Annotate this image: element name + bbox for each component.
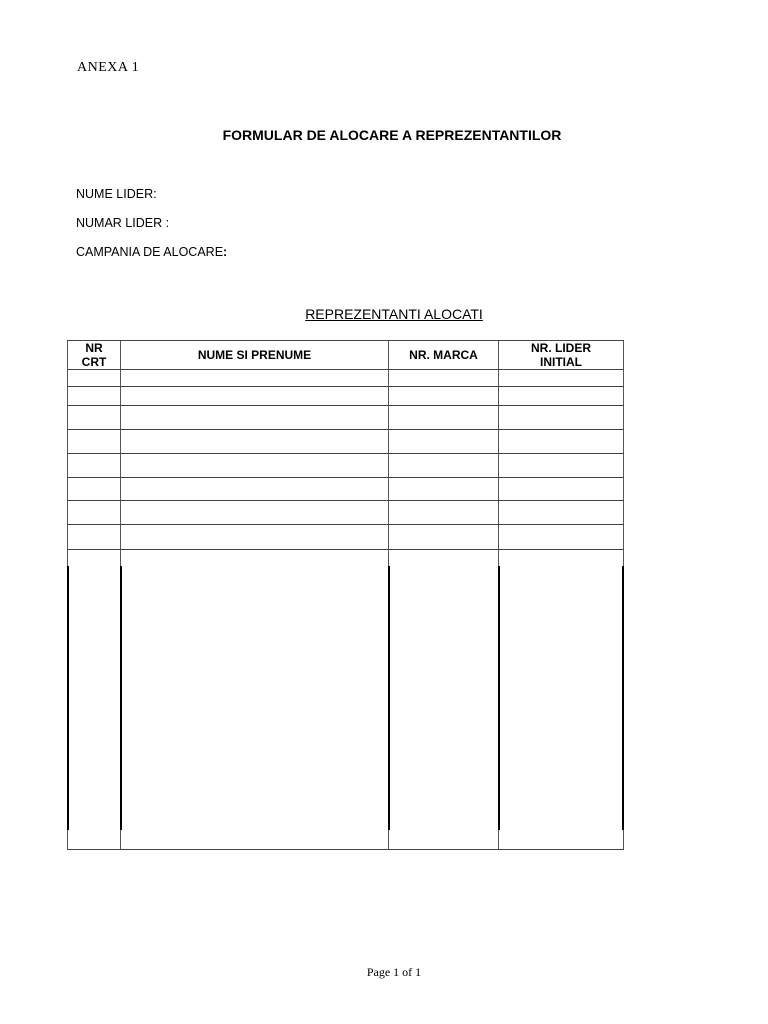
column-divider-dark — [120, 566, 122, 830]
leader-number-field — [76, 216, 169, 230]
row-separator — [67, 405, 624, 406]
campaign-label: CAMPANIA DE ALOCARE — [76, 245, 224, 259]
header-nr-line2: CRT — [81, 354, 107, 369]
header-nr-line1: NR — [85, 340, 103, 355]
header-marca-text: NR. MARCA — [409, 347, 478, 362]
header-lider-line2: INITIAL — [540, 354, 582, 369]
section-title: REPREZENTANTI ALOCATI — [305, 306, 483, 322]
row-separator — [67, 477, 624, 478]
header-separator — [67, 369, 624, 370]
column-divider-dark — [388, 566, 390, 830]
column-divider-dark — [67, 566, 69, 830]
row-separator — [67, 453, 624, 454]
campaign-field — [76, 245, 227, 259]
header-name-text: NUME SI PRENUME — [197, 347, 312, 362]
leader-number-label: NUMAR LIDER : — [76, 216, 170, 230]
page-footer: Page 1 of 1 — [366, 965, 422, 979]
leader-name-label: NUME LIDER: — [76, 187, 157, 201]
header-nr-crt — [68, 340, 120, 369]
row-separator — [67, 549, 624, 550]
row-separator — [67, 429, 624, 430]
row-separator — [67, 524, 624, 525]
row-separator — [67, 500, 624, 501]
header-name — [121, 340, 388, 369]
header-lider-initial — [499, 340, 623, 369]
header-lider-line1: NR. LIDER — [531, 340, 591, 355]
annex-label: ANEXA 1 — [77, 60, 140, 75]
table-border-bottom — [67, 849, 624, 850]
row-separator — [67, 386, 624, 387]
leader-name-field — [76, 187, 157, 201]
document-title: FORMULAR DE ALOCARE A REPREZENTANTILOR — [222, 127, 562, 143]
column-divider-dark — [498, 566, 500, 830]
campaign-colon: : — [223, 245, 228, 259]
header-marca — [389, 340, 498, 369]
column-divider-dark — [622, 566, 624, 830]
representatives-table — [67, 340, 624, 850]
